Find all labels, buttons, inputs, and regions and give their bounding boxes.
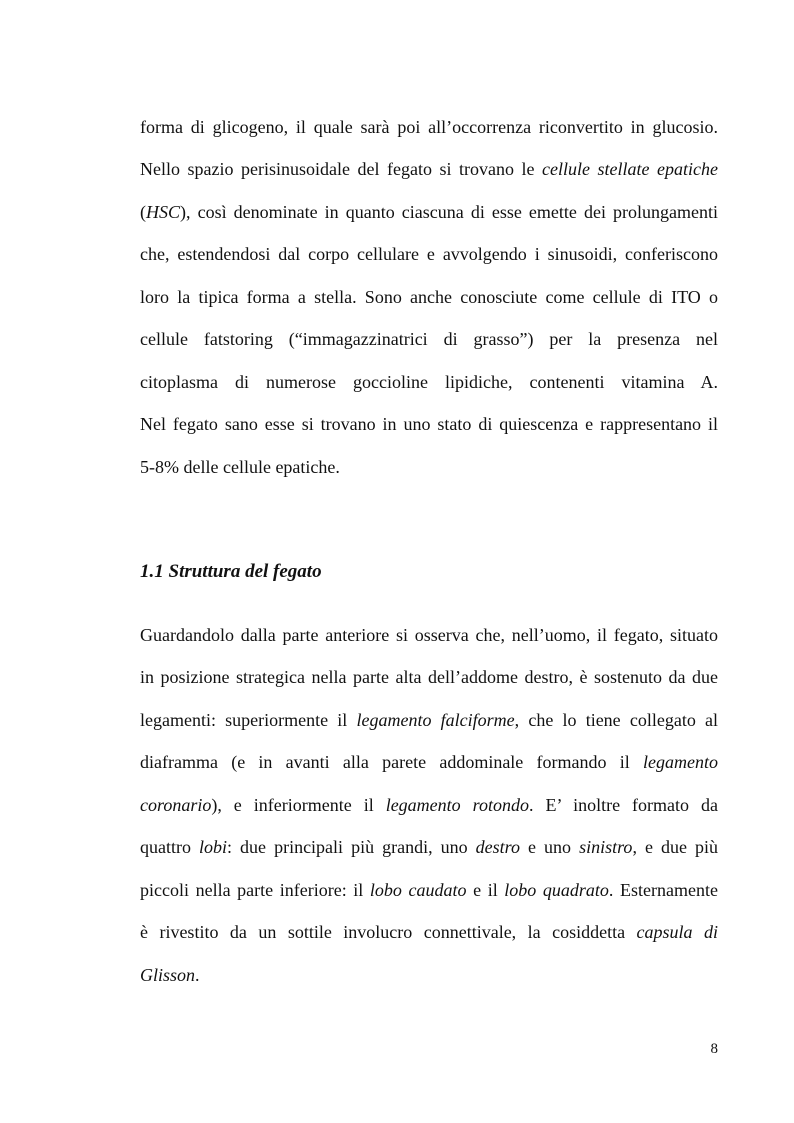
- paragraph-1-line-7: citoplasma di numerose goccioline lipidiche, contenenti vitamina A.: [140, 372, 718, 392]
- paragraph-1-line-9: 5-8% delle cellule epatiche.: [140, 457, 340, 477]
- paragraph-1-line-3: (HSC), così denominate in quanto ciascuna di esse emette dei prolungamenti: [140, 202, 718, 222]
- paragraph-2-line-6: quattro lobi: due principali più grandi, uno destro e uno sinistro, e due più: [140, 837, 718, 857]
- paragraph-1-line-5: loro la tipica forma a stella. Sono anche conosciute come cellule di ITO o: [140, 287, 718, 307]
- section-heading: 1.1 Struttura del fegato: [140, 561, 322, 582]
- paragraph-2-line-8: è rivestito da un sottile involucro connettivale, la cosiddetta capsula di: [140, 922, 718, 942]
- paragraph-1-line-8: Nel fegato sano esse si trovano in uno stato di quiescenza e rappresentano il: [140, 414, 718, 434]
- paragraph-2-line-2: in posizione strategica nella parte alta dell’addome destro, è sostenuto da due: [140, 667, 718, 687]
- paragraph-2-line-9: Glisson.: [140, 965, 200, 985]
- paragraph-2-line-5: coronario), e inferiormente il legamento rotondo. E’ inoltre formato da: [140, 795, 718, 815]
- paragraph-1-line-2: Nello spazio perisinusoidale del fegato si trovano le cellule stellate epatiche: [140, 159, 718, 179]
- paragraph-2-line-4: diaframma (e in avanti alla parete addominale formando il legamento: [140, 752, 718, 772]
- paragraph-1-line-6: cellule fatstoring (“immagazzinatrici di grasso”) per la presenza nel: [140, 329, 718, 349]
- page-number: 8: [710, 1041, 718, 1057]
- paragraph-1-line-4: che, estendendosi dal corpo cellulare e avvolgendo i sinusoidi, conferiscono: [140, 244, 718, 264]
- paragraph-2-line-1: Guardandolo dalla parte anteriore si osserva che, nell’uomo, il fegato, situato: [140, 625, 718, 645]
- paragraph-2-line-7: piccoli nella parte inferiore: il lobo caudato e il lobo quadrato. Esternamente: [140, 880, 718, 900]
- paragraph-2-line-3: legamenti: superiormente il legamento falciforme, che lo tiene collegato al: [140, 710, 718, 730]
- paragraph-1-line-1: forma di glicogeno, il quale sarà poi all’occorrenza riconvertito in glucosio.: [140, 117, 718, 137]
